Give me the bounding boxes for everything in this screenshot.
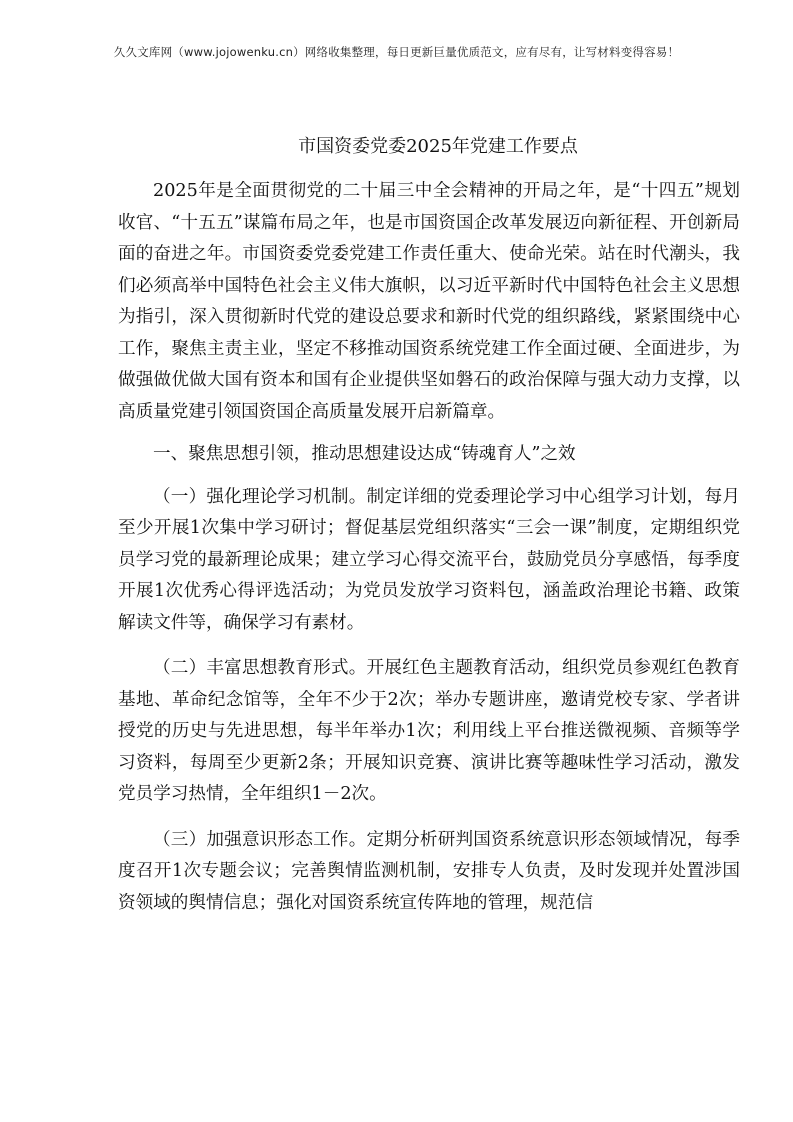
section-heading-1: 一、聚焦思想引领，推动思想建设达成“铸魂育人”之效 bbox=[153, 444, 576, 464]
item-paragraph-2: （二）丰富思想教育形式。开展红色主题教育活动，组织党员参观红色教育基地、革命纪念馆等，全年不少于2次；举办专题讲座，邀请党校专家、学者讲授党的历史与先进思想，每半年举办1次；利用线上平台推送微视频、音频等学习资料，每周至少更新2条；开展知识竞赛、演讲比赛等趣味性学习活动，激发党员学习热情，全年组织1－2次。 bbox=[118, 658, 740, 804]
document-title: 市国资委党委2025年党建工作要点 bbox=[298, 136, 578, 157]
item-paragraph-1: （一）强化理论学习机制。制定详细的党委理论学习中心组学习计划，每月至少开展1次集中学习研讨；督促基层党组织落实“三会一课”制度，定期组织党员学习党的最新理论成果；建立学习心得交流平台，鼓励党员分享感悟，每季度开展1次优秀心得评选活动；为党员发放学习资料包，涵盖政治理论书籍、政策解读文件等，确保学习有素材。 bbox=[118, 486, 740, 633]
item-paragraph-3: （三）加强意识形态工作。定期分析研判国资系统意识形态领域情况，每季度召开1次专题会议；完善舆情监测机制，安排专人负责，及时发现并处置涉国资领域的舆情信息；强化对国资系统宣传阵地的管理，规范信 bbox=[118, 829, 740, 913]
header-note: 久久文库网（www.jojowenku.cn）网络收集整理，每日更新巨量优质范文，应有尽有，让写材料变得容易！ bbox=[113, 45, 680, 59]
intro-paragraph: 2025年是全面贯彻党的二十届三中全会精神的开局之年，是“十四五”规划收官、“十五五”谋篇布局之年，也是市国资国企改革发展迈向新征程、开创新局面的奋进之年。市国资委党委党建工作责任重大、使命光荣。站在时代潮头，我们必须高举中国特色社会主义伟大旗帜，以习近平新时代中国特色社会主义思想为指引，深入贯彻新时代党的建设总要求和新时代党的组织路线，紧紧围绕中心工作，聚焦主责主业，坚定不移推动国资系统党建工作全面过硬、全面进步，为做强做优做大国有资本和国有企业提供坚如磐石的政治保障与强大动力支撑，以高质量党建引领国资国企高质量发展开启新篇章。 bbox=[118, 181, 740, 422]
document-body bbox=[118, 134, 740, 919]
